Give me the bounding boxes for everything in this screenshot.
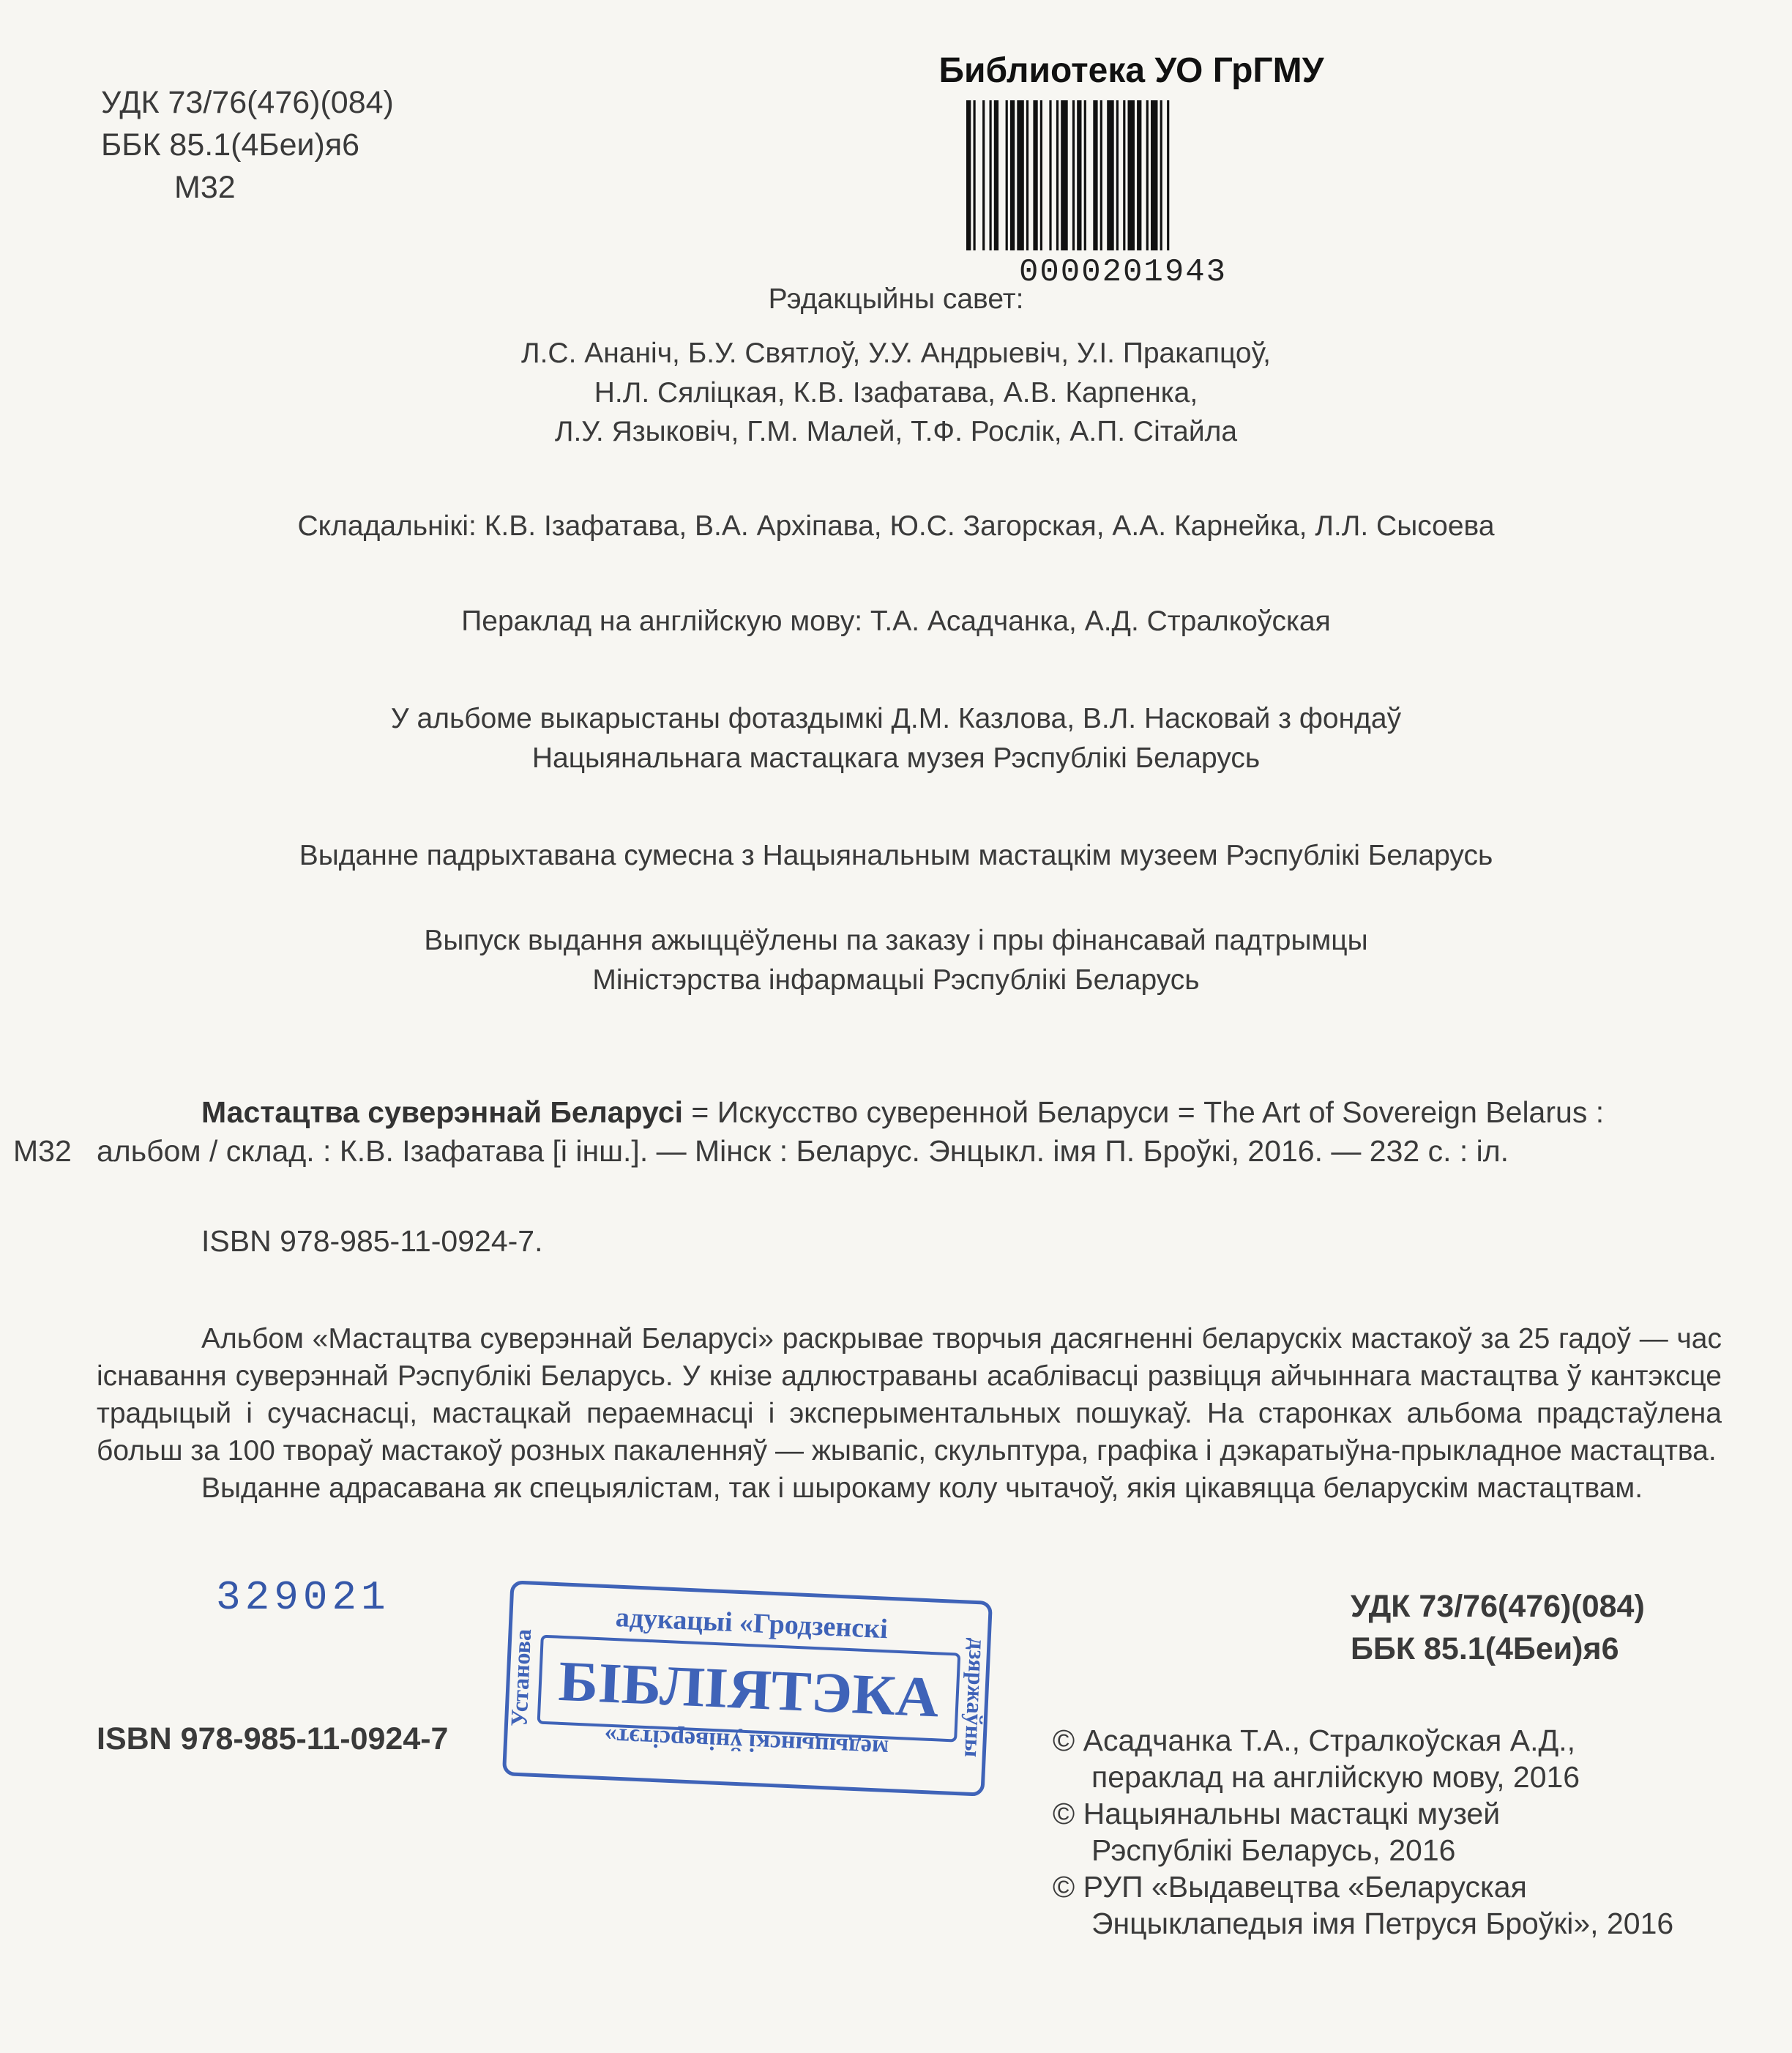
abstract-paragraph: Выданне адрасавана як спецыялістам, так і шырокаму колу чытачоў, якія цікавяцца беларускім мастацтвам. xyxy=(201,1472,1643,1504)
barcode-bar xyxy=(1160,100,1162,250)
barcode-bar xyxy=(1123,100,1125,250)
barcode-bar xyxy=(990,100,992,250)
catalog-author-mark: М32 xyxy=(13,1134,72,1168)
photos-line: У альбоме выкарыстаны фотаздымкі Д.М. Казлова, В.Л. Насковай з фондаў xyxy=(390,703,1402,734)
barcode-bar xyxy=(1033,100,1037,250)
barcode-bar xyxy=(1026,100,1028,250)
barcode-bar xyxy=(1040,100,1042,250)
footer-isbn: ISBN 978-985-11-0924-7 xyxy=(97,1721,449,1756)
barcode-bar xyxy=(1010,100,1015,250)
stamp-right-text: дзяржаўны xyxy=(960,1637,992,1758)
author-mark: М32 xyxy=(174,170,236,205)
bbk-code: ББК 85.1(4Беи)я6 xyxy=(101,127,360,163)
copyright-line: © РУП «Выдавецтва «Беларуская xyxy=(1053,1870,1527,1904)
abstract xyxy=(97,1320,1722,1507)
barcode-bar xyxy=(1072,100,1075,250)
barcode-bar xyxy=(1084,100,1086,250)
editorial-board-line: Л.У. Языковіч, Г.М. Малей, Т.Ф. Рослік, А.П. Сітайла xyxy=(554,416,1238,447)
barcode-bar xyxy=(1107,100,1114,250)
barcode-bar xyxy=(1146,100,1149,250)
copyright-line: пераклад на англійскую мову, 2016 xyxy=(1091,1760,1580,1794)
stamp-top-text: адукацыі «Гродзенскі xyxy=(615,1602,889,1645)
barcode-bar xyxy=(1128,100,1135,250)
barcode-bar xyxy=(1006,100,1008,250)
footer-udk: УДК 73/76(476)(084) xyxy=(1351,1589,1645,1624)
library-barcode-sticker xyxy=(921,40,1342,291)
copyright-line: Рэспублікі Беларусь, 2016 xyxy=(1091,1833,1456,1867)
barcode-bar xyxy=(1061,100,1068,250)
udk-code: УДК 73/76(476)(084) xyxy=(101,85,394,120)
barcode-bar xyxy=(1116,100,1119,250)
barcode-bar xyxy=(1151,100,1158,250)
funding-line: Міністэрства інфармацыі Рэспублікі Беларусь xyxy=(592,964,1200,996)
copyright-line: © Асадчанка Т.А., Стралкоўская А.Д., xyxy=(1053,1724,1576,1757)
copyright-block xyxy=(1053,1722,1673,1942)
barcode-bar xyxy=(1093,100,1097,250)
barcode-bar xyxy=(1017,100,1024,250)
stamp-main-text: БІБЛІЯТЭКА xyxy=(557,1648,922,1729)
prepared-line: Выданне падрыхтавана сумесна з Нацыянальным мастацкім музеем Рэспублікі Беларусь xyxy=(299,840,1493,871)
barcode-bar xyxy=(1056,100,1059,250)
library-stamp xyxy=(495,1578,1000,1797)
compilers-line: Складальнікі: К.В. Ізафатава, В.А. Архіпава, Ю.С. Загорская, А.А. Карнейка, Л.Л. Сысоева xyxy=(297,510,1495,542)
copyright-line: © Нацыянальны мастацкі музей xyxy=(1053,1797,1501,1830)
barcode xyxy=(966,100,1310,260)
copyright-line: Энцыклапедыя імя Петруся Броўкі», 2016 xyxy=(1091,1907,1674,1940)
editorial-board-line: Л.С. Ананіч, Б.У. Святлоў, У.У. Андрыевіч, У.І. Пракапцоў, xyxy=(521,338,1271,369)
barcode-bar xyxy=(1167,100,1169,250)
catalog-isbn: ISBN 978-985-11-0924-7. xyxy=(201,1224,543,1258)
photos-line: Нацыянальнага мастацкага музея Рэспублікі Беларусь xyxy=(531,742,1261,774)
catalog-title-rest: = Искусство суверенной Беларуси = The Art of Sovereign Belarus : xyxy=(683,1095,1605,1129)
catalog-description: альбом / склад. : К.В. Ізафатава [і інш.]. — Мінск : Беларус. Энцыкл. імя П. Броўкі, 2016. — 232 с. : іл. xyxy=(97,1134,1509,1168)
barcode-bar xyxy=(1100,100,1102,250)
funding-line: Выпуск выдання ажыццёўлены па заказу і пры фінансавай падтрымцы xyxy=(424,925,1368,956)
barcode-bar xyxy=(974,100,976,250)
footer-bbk: ББК 85.1(4Беи)я6 xyxy=(1351,1631,1619,1666)
abstract-paragraph: Альбом «Мастацтва суверэннай Беларусі» раскрывае творчыя дасягненні беларускіх мастакоў за 25 гадоў — час існавання суверэннай Рэспублікі Беларусь. У кнізе адлюстраваны асаблівасці развіцця айчыннага мастацтва ў кантэксце традыцый і сучаснасці, мастацкай пераемнасці і эксперыментальных пошукаў. На старонках альбома прадстаўлена больш за 100 твораў мастакоў розных пакаленняў — жывапіс, скульптура, графіка і дэкаратыўна-прыкладное мастацтва. xyxy=(97,1323,1722,1467)
stamp-left-text: Установа xyxy=(505,1628,537,1727)
barcode-bar xyxy=(994,100,998,250)
catalog-title xyxy=(201,1092,1604,1132)
library-name: Библиотека УО ГрГМУ xyxy=(938,51,1324,90)
catalog-title-bold: Мастацтва суверэннай Беларусі xyxy=(201,1095,684,1129)
inventory-number: 329021 xyxy=(216,1574,390,1621)
barcode-bar xyxy=(1049,100,1051,250)
editorial-board-label: Рэдакцыйны савет: xyxy=(768,283,1024,315)
stamp-bottom-text: медыцынскі ўніверсітэт» xyxy=(603,1722,889,1762)
barcode-bar xyxy=(1077,100,1081,250)
editorial-board-line: Н.Л. Сяліцкая, К.В. Ізафатава, А.В. Карпенка, xyxy=(594,377,1198,409)
barcode-bar xyxy=(982,100,985,250)
barcode-digits: 0000201943 xyxy=(1019,254,1228,291)
barcode-bar xyxy=(1137,100,1141,250)
barcode-bar xyxy=(966,100,971,250)
translation-line: Пераклад на англійскую мову: Т.А. Асадчанка, А.Д. Стралкоўская xyxy=(461,606,1331,637)
